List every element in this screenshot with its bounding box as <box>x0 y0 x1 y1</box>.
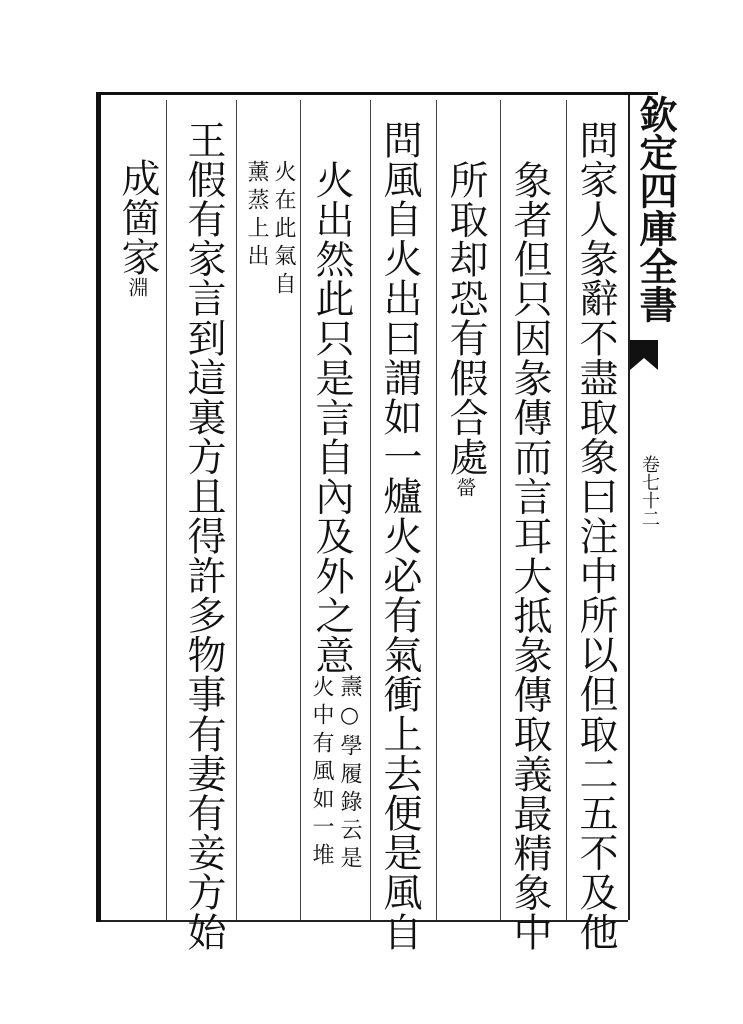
text-column-3 <box>443 160 488 498</box>
frame-top-border <box>98 92 658 95</box>
text-column-6-left: 薰蒸上出 <box>244 160 269 272</box>
text-column-2: 象者但只因彖傳而言耳大抵彖傳取義最精象中 <box>507 160 552 952</box>
column-8-text: 成箇家 <box>115 158 160 277</box>
frame-right-border <box>628 95 630 920</box>
column-5-subnote-left: 火中有風如一堆 <box>309 675 334 871</box>
column-3-text: 所取却恐有假合處 <box>443 160 488 477</box>
text-column-1: 問家人彖辭不盡取象曰注中所以但取二五不及他 <box>573 120 618 952</box>
column-rule <box>436 100 437 920</box>
text-column-4: 問風自火出曰謂如一爐火必有氣衝上去便是風自 <box>377 120 422 952</box>
column-3-note: 㽦 <box>453 476 477 498</box>
column-rule <box>236 100 237 920</box>
column-rule <box>566 100 567 920</box>
text-column-7: 王假有家言到這裏方且得許多物事有妻有妾方始 <box>181 120 226 952</box>
text-column-6-right: 火在此氣自 <box>271 160 296 300</box>
column-rule <box>370 100 371 920</box>
volume-number-margin: 卷七十二 <box>639 455 660 527</box>
text-column-5: 火出然此只是言自內及外之意 <box>309 160 354 675</box>
column-rule <box>300 100 301 920</box>
column-rule <box>166 100 167 920</box>
column-5-subnote-right: 燾○學履錄云是 <box>337 675 362 874</box>
fishtail-mark-icon <box>630 340 658 370</box>
column-8-note: 淵 <box>125 276 149 298</box>
book-title-margin: 欽定四庫全書 <box>633 95 678 323</box>
column-rule <box>500 100 501 920</box>
frame-left-border <box>96 92 101 922</box>
text-column-8 <box>115 158 160 298</box>
